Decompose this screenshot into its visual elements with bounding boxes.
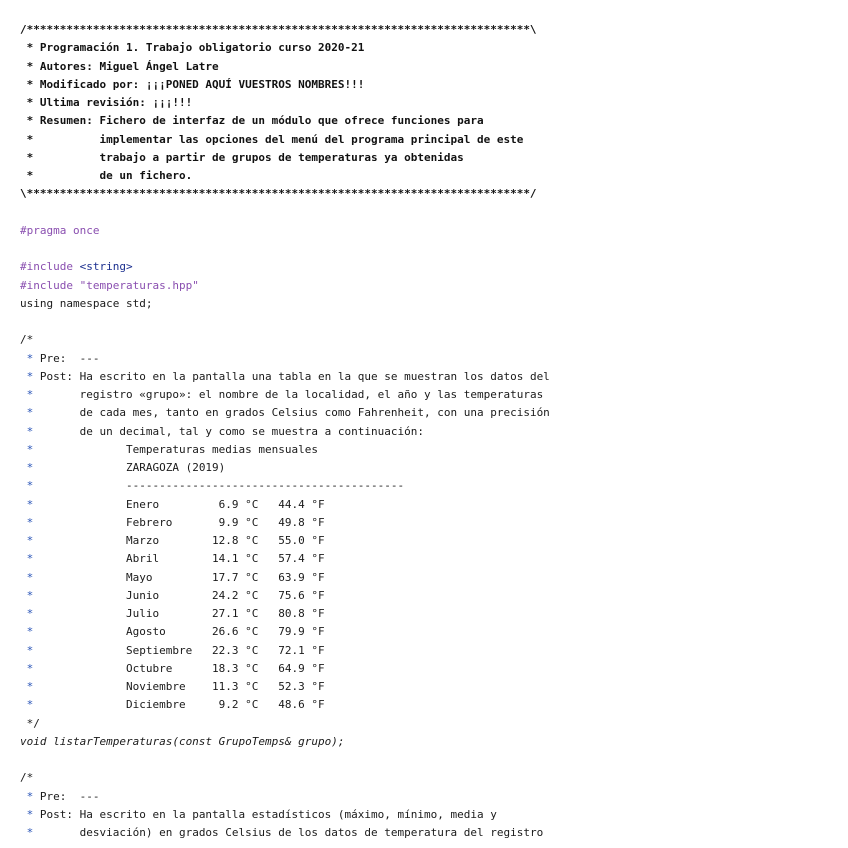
code-token-comment: Febrero 9.9 °C 49.8 °F xyxy=(33,515,325,529)
code-token-star: * xyxy=(20,351,34,365)
code-token-comment: /* xyxy=(20,333,34,347)
code-token-comment: Marzo 12.8 °C 55.0 °F xyxy=(33,534,325,547)
code-token-comment: ------------------------------------------ xyxy=(33,479,405,493)
code-token-comment: desviación) en grados Celsius de los datos de temperatura del registro xyxy=(33,826,544,839)
code-line xyxy=(20,678,550,696)
code-line xyxy=(20,532,550,550)
code-token-comment: registro «grupo»: el nombre de la localidad, el año y las temperaturas xyxy=(33,388,544,401)
code-token-star: * xyxy=(20,497,34,511)
code-token-decl: void listarTemperaturas(const GrupoTemps& grupo); xyxy=(20,734,345,748)
code-token-star: * xyxy=(20,369,34,383)
code-token-comment: de cada mes, tanto en grados Celsius como Fahrenheit, con una precisión xyxy=(33,406,550,420)
code-line xyxy=(20,459,550,477)
blank-line xyxy=(20,313,550,331)
code-line xyxy=(20,660,550,678)
code-line xyxy=(20,769,550,787)
code-line xyxy=(20,715,550,733)
code-line xyxy=(20,605,550,623)
code-line xyxy=(20,131,550,149)
code-token-star: * xyxy=(20,424,34,438)
code-token-header: * trabajo a partir de grupos de temperaturas ya obtenidas xyxy=(20,150,464,164)
code-token-star: * xyxy=(20,552,34,566)
code-token-star: * xyxy=(20,406,34,420)
code-token-star: * xyxy=(20,661,34,675)
code-token-comment: Post: Ha escrito en la pantalla una tabla en la que se muestran los datos del xyxy=(33,369,550,383)
code-line xyxy=(20,185,550,203)
code-line xyxy=(20,824,550,842)
blank-line xyxy=(20,204,550,222)
code-token-star: * xyxy=(20,680,34,693)
code-token-star: * xyxy=(20,588,34,602)
code-line xyxy=(20,587,550,605)
code-token-header: * Programación 1. Trabajo obligatorio curso 2020-21 xyxy=(20,41,365,55)
blank-line xyxy=(20,240,550,258)
code-token-star: * xyxy=(20,607,34,620)
code-token-star: * xyxy=(20,442,34,456)
code-token-comment: Diciembre 9.2 °C 48.6 °F xyxy=(33,698,325,712)
code-view[interactable] xyxy=(20,21,550,842)
code-line xyxy=(20,76,550,94)
code-token-star: * xyxy=(20,479,34,493)
code-token-directive: #include xyxy=(20,260,80,274)
code-token-comment: Octubre 18.3 °C 64.9 °F xyxy=(33,661,325,675)
code-line xyxy=(20,514,550,532)
code-line xyxy=(20,258,550,276)
code-token-comment: Julio 27.1 °C 80.8 °F xyxy=(33,607,325,620)
code-token-header: * Modificado por: ¡¡¡PONED AQUÍ VUESTROS NOMBRES!!! xyxy=(20,77,365,91)
code-line xyxy=(20,806,550,824)
code-line xyxy=(20,21,550,39)
code-token-comment: Pre: --- xyxy=(33,351,100,365)
code-line xyxy=(20,386,550,404)
code-token-comment: /* xyxy=(20,771,34,785)
code-token-star: * xyxy=(20,625,34,639)
code-token-header: * Ultima revisión: ¡¡¡!!! xyxy=(20,96,193,109)
code-token-star: * xyxy=(20,789,34,803)
code-token-comment: ZARAGOZA (2019) xyxy=(33,461,226,474)
code-token-header: /****************************************************************************\ xyxy=(20,23,537,36)
code-token-comment: */ xyxy=(20,716,40,730)
code-line xyxy=(20,222,550,240)
code-token-star: * xyxy=(20,534,34,547)
code-token-star: * xyxy=(20,515,34,529)
code-token-comment: Agosto 26.6 °C 79.9 °F xyxy=(33,625,325,639)
code-token-header: * de un fichero. xyxy=(20,169,193,182)
code-line xyxy=(20,477,550,495)
code-token-plain: using namespace std; xyxy=(20,296,153,310)
code-token-comment: de un decimal, tal y como se muestra a continuación: xyxy=(33,424,424,438)
code-line xyxy=(20,642,550,660)
code-token-star: * xyxy=(20,643,34,657)
code-token-header: * implementar las opciones del menú del programa principal de este xyxy=(20,132,524,146)
code-line xyxy=(20,112,550,130)
code-line xyxy=(20,441,550,459)
code-token-comment: Mayo 17.7 °C 63.9 °F xyxy=(33,570,325,584)
code-line xyxy=(20,277,550,295)
code-token-comment: Abril 14.1 °C 57.4 °F xyxy=(33,552,325,566)
code-token-directive: #pragma once xyxy=(20,223,100,237)
code-token-star: * xyxy=(20,570,34,584)
code-line xyxy=(20,423,550,441)
code-line xyxy=(20,39,550,57)
code-token-comment: Septiembre 22.3 °C 72.1 °F xyxy=(33,643,325,657)
code-line xyxy=(20,696,550,714)
code-line xyxy=(20,496,550,514)
code-line xyxy=(20,788,550,806)
code-line xyxy=(20,733,550,751)
code-line xyxy=(20,350,550,368)
code-line xyxy=(20,569,550,587)
code-line xyxy=(20,94,550,112)
code-line xyxy=(20,295,550,313)
code-line xyxy=(20,167,550,185)
code-line xyxy=(20,58,550,76)
code-token-directive: #include xyxy=(20,278,80,292)
blank-line xyxy=(20,751,550,769)
code-token-comment: Noviembre 11.3 °C 52.3 °F xyxy=(33,680,325,693)
code-token-comment: Temperaturas medias mensuales xyxy=(33,442,319,456)
code-token-header: \****************************************************************************/ xyxy=(20,187,537,201)
code-token-comment: Enero 6.9 °C 44.4 °F xyxy=(33,497,325,511)
code-token-header: * Resumen: Fichero de interfaz de un módulo que ofrece funciones para xyxy=(20,114,484,128)
code-line xyxy=(20,331,550,349)
code-token-star: * xyxy=(20,388,34,401)
code-line xyxy=(20,404,550,422)
code-line xyxy=(20,368,550,386)
code-token-path: <string> xyxy=(79,260,133,274)
code-line xyxy=(20,623,550,641)
code-token-comment: Post: Ha escrito en la pantalla estadísticos (máximo, mínimo, media y xyxy=(33,807,497,821)
code-token-header: * Autores: Miguel Ángel Latre xyxy=(20,59,219,73)
code-token-string: "temperaturas.hpp" xyxy=(79,278,199,292)
code-token-comment: Junio 24.2 °C 75.6 °F xyxy=(33,588,325,602)
code-line xyxy=(20,149,550,167)
code-token-comment: Pre: --- xyxy=(33,789,100,803)
code-token-star: * xyxy=(20,698,34,712)
code-token-star: * xyxy=(20,461,34,474)
code-line xyxy=(20,550,550,568)
code-token-star: * xyxy=(20,807,34,821)
code-token-star: * xyxy=(20,826,34,839)
